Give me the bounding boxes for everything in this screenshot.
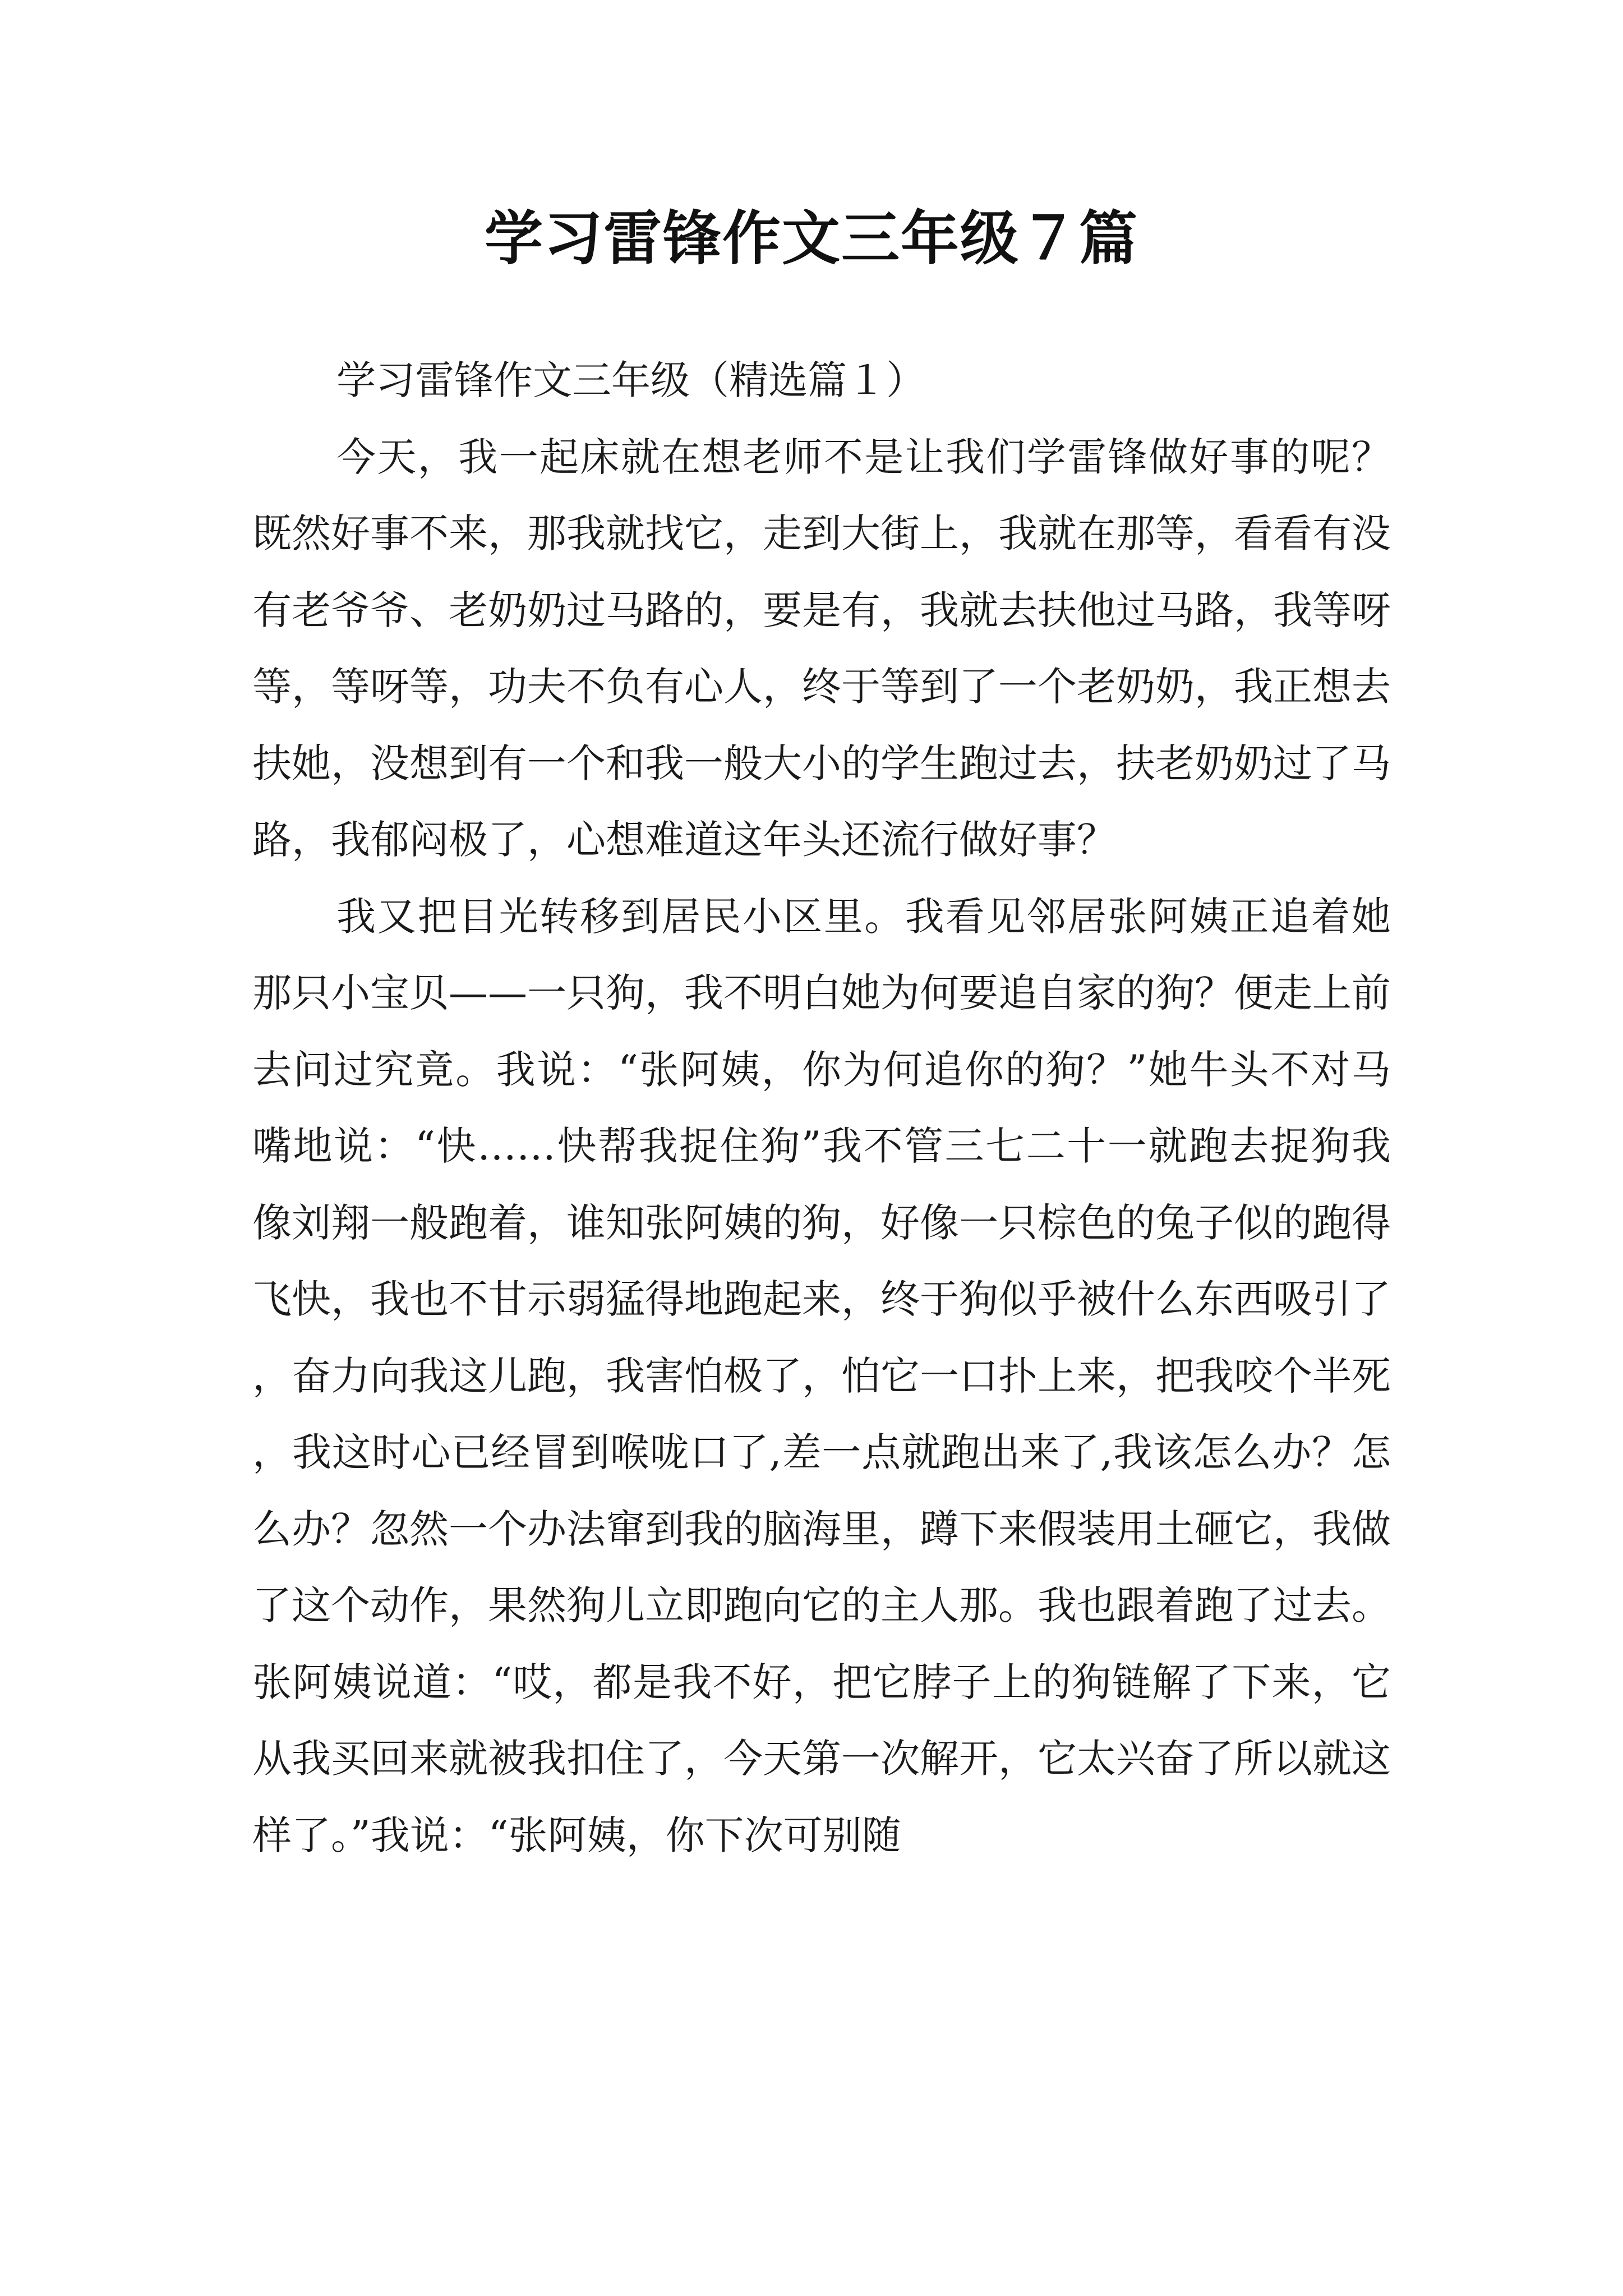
body-paragraph: 我又把目光转移到居民小区里。我看见邻居张阿姨正追着她那只小宝贝——一只狗，我不明白她为何要追自家的狗？便走上前去问过究竟。我说：“张阿姨，你为何追你的狗？”她牛头不对马嘴地说：“快……快帮我捉住狗”我不管三七二十一就跑去捉狗我像刘翔一般跑着，谁知张阿姨的狗，好像一只棕色的兔子似的跑得飞快，我也不甘示弱猛得地跑起来，终于狗似乎被什么东西吸引了，奋力向我这儿跑，我害怕极了，怕它一口扑上来，把我咬个半死，我这时心已经冒到喉咙口了,差一点就跑出来了,我该怎么办？怎么办？忽然一个办法窜到我的脑海里，蹲下来假装用土砸它，我做了这个动作，果然狗儿立即跑向它的主人那。我也跟着跑了过去。张阿姨说道：“哎，都是我不好，把它脖子上的狗链解了下来，它从我买回来就被我扣住了，今天第一次解开，它太兴奋了所以就这样了。”我说：“张阿姨，你下次可别随 — [252, 893, 1391, 1858]
body-paragraph: 今天，我一起床就在想老师不是让我们学雷锋做好事的呢？既然好事不来，那我就找它，走到大街上，我就在那等，看看有没有老爷爷、老奶奶过马路的，要是有，我就去扶他过马路，我等呀等，等呀等，功夫不负有心人，终于等到了一个老奶奶，我正想去扶她，没想到有一个和我一般大小的学生跑过去，扶老奶奶过了马路，我郁闷极了，心想难道这年头还流行做好事？ — [252, 434, 1391, 863]
document-body — [252, 342, 1391, 1874]
document-title: 学习雷锋作文三年级７篇 — [484, 204, 1138, 273]
section-subheading: 学习雷锋作文三年级（精选篇１） — [336, 357, 925, 403]
